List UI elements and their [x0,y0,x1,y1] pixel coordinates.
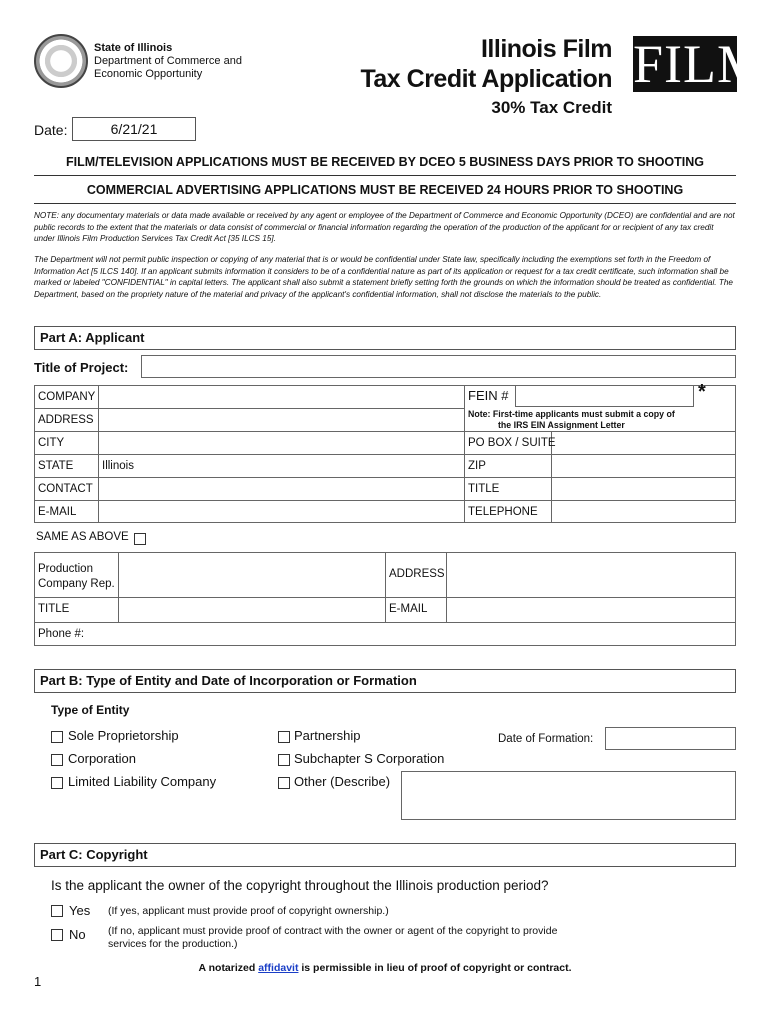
rep-title-input[interactable] [119,598,384,621]
copyright-no-label: No [69,927,86,942]
rep-phone-label: Phone #: [38,628,85,640]
partnership-checkbox[interactable] [278,731,290,743]
state-label: STATE [38,460,74,472]
fein-note-line-2: the IRS EIN Assignment Letter [498,420,625,430]
company-input[interactable] [99,386,463,407]
zip-input[interactable] [552,455,735,476]
contact-label: CONTACT [38,483,93,495]
copyright-question: Is the applicant the owner of the copyright throughout the Illinois production period? [51,878,549,893]
page-number: 1 [34,974,42,989]
rep-phone-input[interactable] [119,623,735,645]
other-entity-checkbox[interactable] [278,777,290,789]
copyright-no-note-line-2: services for the production.) [108,938,238,950]
title-label: TITLE [468,483,500,495]
date-of-formation-input[interactable] [605,727,736,750]
affidavit-note [34,962,736,974]
zip-label: ZIP [468,460,486,472]
commercial-notice: COMMERCIAL ADVERTISING APPLICATIONS MUST BE RECEIVED 24 HOURS PRIOR TO SHOOTING [86,183,684,197]
production-rep-line-1: Production [38,563,93,575]
copyright-yes-checkbox[interactable] [51,905,63,917]
part-b-heading: Part B: Type of Entity and Date of Incorporation or Formation [34,669,736,693]
email-input[interactable] [99,501,463,522]
telephone-input[interactable] [552,501,735,522]
llc-checkbox[interactable] [51,777,63,789]
other-entity-label: Other (Describe) [294,774,391,789]
email-label: E-MAIL [38,506,77,518]
film-logo: FILM [633,34,767,94]
part-c-heading: Part C: Copyright [34,843,736,867]
inspection-note: The Department will not permit public inspection or copying of any material that is or would be confidential under State law, specifically including the exemptions set forth in the Freedom of Information Act [5 ILCS 140]. If an applicant submits information it considers to be of a confidential nature as part of its application or request for a tax credit certificate, such information shall be marked or labeled "CONFIDENTIAL" in capital letters. The applicant shall also submit a statement briefly setting forth the grounds on which the information should be treated as confidential. The Department, based on the propriety nature of the material and privacy of the applicant's confidential information, shall not disclose the materials to the public. [34,255,733,299]
fein-note [468,409,675,431]
other-entity-description-input[interactable] [401,771,736,820]
production-rep-input[interactable] [119,553,384,596]
project-title-label: Title of Project: [34,360,129,375]
copyright-no-checkbox[interactable] [51,929,63,941]
state-input[interactable]: Illinois [102,460,134,472]
subchapter-s-label: Subchapter S Corporation [294,751,445,766]
same-as-above-label: SAME AS ABOVE [36,531,129,543]
credit-rate: 30% Tax Credit [491,98,612,117]
agency-line-3: Economic Opportunity [94,68,203,80]
divider [34,203,736,204]
copyright-no-note-line-1: (If no, applicant must provide proof of contract with the owner or agent of the copyright to provide [108,925,558,937]
company-label: COMPANY [38,391,96,403]
rep-address-input[interactable] [447,553,735,596]
project-title-input[interactable] [141,355,736,378]
production-rep-line-2: Company Rep. [38,578,115,590]
application-title [360,34,612,94]
subchapter-s-checkbox[interactable] [278,754,290,766]
corporation-checkbox[interactable] [51,754,63,766]
affidavit-note-post: is permissible in lieu of proof of copyright or contract. [298,962,572,974]
agency-name [94,42,242,81]
address-label: ADDRESS [38,414,94,426]
date-label: Date: [34,122,68,138]
copyright-yes-note: (If yes, applicant must provide proof of copyright ownership.) [108,905,389,917]
confidentiality-note: NOTE: any documentary materials or data made available or received by any agent or employee of the Department of Commerce and Economic Opportunity (DCEO) are confidential and are not public records to the extent that the materials or data consist of commercial or financial information regarding the operation of the production of the applicant for or recipient of any tax credit under Illinois Film Production Services Tax Credit Act [35 ILCS 15]. [34,211,735,243]
corporation-label: Corporation [68,751,136,766]
state-seal-icon [34,34,88,88]
rep-email-input[interactable] [447,598,735,621]
contact-input[interactable] [99,478,463,499]
sole-proprietorship-checkbox[interactable] [51,731,63,743]
city-input[interactable] [99,432,463,453]
copyright-yes-label: Yes [69,903,91,918]
po-box-input[interactable] [552,432,735,453]
copyright-no-note [108,925,557,951]
title-line-2: Tax Credit Application [360,65,612,93]
fein-input[interactable] [515,385,694,407]
fein-note-line-1: Note: First-time applicants must submit a copy of [468,409,675,419]
entity-type-label: Type of Entity [51,703,130,717]
po-box-label: PO BOX / SUITE [468,437,556,449]
affidavit-link[interactable]: affidavit [258,962,299,974]
title-input[interactable] [552,478,735,499]
film-tv-notice: FILM/TELEVISION APPLICATIONS MUST BE RECEIVED BY DCEO 5 BUSINESS DAYS PRIOR TO SHOOTING [65,155,705,169]
title-line-1: Illinois Film [480,35,612,63]
agency-line-1: State of Illinois [94,42,173,54]
col-line [385,552,386,622]
divider [34,175,736,176]
date-field[interactable]: 6/21/21 [72,117,196,141]
fein-label: FEIN # [468,388,509,403]
llc-label: Limited Liability Company [68,774,217,789]
same-as-above-checkbox[interactable] [134,533,146,545]
affidavit-note-pre: A notarized [198,962,259,974]
partnership-label: Partnership [294,728,361,743]
rep-address-label: ADDRESS [389,568,445,580]
address-input[interactable] [99,409,463,430]
telephone-label: TELEPHONE [468,506,538,518]
date-of-formation-label: Date of Formation: [498,733,594,745]
required-asterisk: * [698,381,706,403]
city-label: CITY [38,437,65,449]
agency-line-2: Department of Commerce and [94,55,242,67]
production-rep-label [38,562,115,592]
rep-title-label: TITLE [38,603,70,615]
part-a-heading: Part A: Applicant [34,326,736,350]
sole-proprietorship-label: Sole Proprietorship [68,728,179,743]
rep-email-label: E-MAIL [389,603,428,615]
